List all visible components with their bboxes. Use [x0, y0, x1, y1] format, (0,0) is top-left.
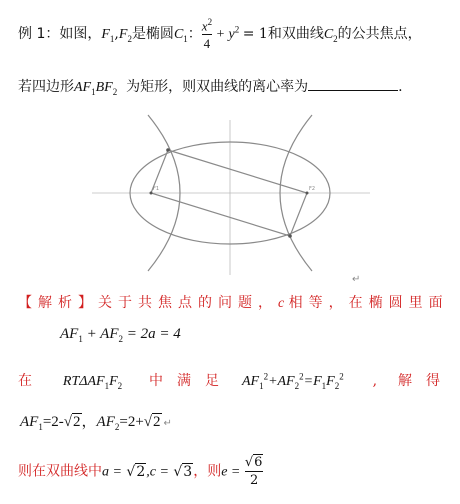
- period: .: [398, 79, 403, 95]
- ellipse-hyperbola-figure: [0, 110, 460, 310]
- text-zhong: 中: [149, 373, 164, 389]
- equals-one: = 1: [242, 26, 268, 43]
- problem-intro: 例 1：如图，: [18, 26, 102, 43]
- solution-intro: 关于共焦点的问题，: [98, 295, 278, 311]
- solution-heading-line: [18, 292, 449, 312]
- problem-line-1: [18, 18, 422, 50]
- var-c: c: [278, 296, 285, 311]
- text-in: 在: [18, 373, 32, 389]
- text-man: 满: [177, 373, 192, 389]
- solution-intro-2: 相等，在椭圆里面: [288, 295, 449, 311]
- label-f2: F2: [309, 186, 316, 192]
- focus-f1: $F_1$: [101, 27, 115, 44]
- text-common-foci: 的公共焦点，: [337, 26, 422, 43]
- solution-heading: 【解析】: [18, 295, 98, 311]
- point-b: [288, 234, 292, 238]
- text-de: 得: [425, 373, 440, 389]
- fraction-x2-over-4: $\frac{x^2}{4}$: [201, 17, 213, 52]
- colon: ：: [187, 26, 202, 43]
- text-hyperbola-in: 则在双曲线中: [18, 463, 102, 480]
- comma: ,: [114, 26, 119, 43]
- point-a: [166, 148, 170, 152]
- rt-triangle: $RT\Delta AF_1F_2$: [62, 374, 123, 391]
- final-answer-line: 则在双曲线中a = √2,c = √3，则e = $\frac{√6}{2}$: [18, 455, 263, 488]
- plus-y2: + $y^2$: [215, 24, 240, 43]
- eccentricity-fraction: $\frac{√6}{2}$: [244, 455, 263, 488]
- pythagoras: $AF_1^2+AF_2^2=F_1F_2^2$: [241, 371, 344, 391]
- equation-right-triangle: 在 $RT\Delta AF_1F_2$ 中 满 足 $AF_1^2+AF_2^2=F_1F_2^2$ , 解 得: [18, 371, 440, 391]
- text-then: ，则: [193, 463, 222, 480]
- problem-line-2: [18, 76, 403, 97]
- text-and-hyperbola: 和双曲线: [267, 26, 324, 43]
- text-zu: 足: [205, 373, 220, 389]
- label-f1: F1: [153, 186, 160, 192]
- text-quadrilateral: 若四边形: [18, 79, 74, 95]
- text-jie: 解: [397, 373, 412, 389]
- return-mark: ↵: [352, 274, 361, 285]
- curve-c1: $C_1$: [173, 27, 188, 44]
- equation-sum: $AF_1 + AF_2 = 2a = 4$: [60, 326, 181, 344]
- text-rectangle-question: 为矩形，则双曲线的离心率为: [126, 79, 309, 95]
- equation-results: $AF_1=2-√2$，$AF_2=2+√2$ ↵: [20, 414, 172, 432]
- answer-blank[interactable]: [308, 78, 398, 91]
- focus-f2: $F_2$: [118, 27, 132, 44]
- quad-afbf: $AF_1BF_2$: [74, 80, 118, 97]
- curve-c2: $C_2$: [323, 27, 338, 44]
- text-is-ellipse: 是椭圆: [131, 26, 174, 43]
